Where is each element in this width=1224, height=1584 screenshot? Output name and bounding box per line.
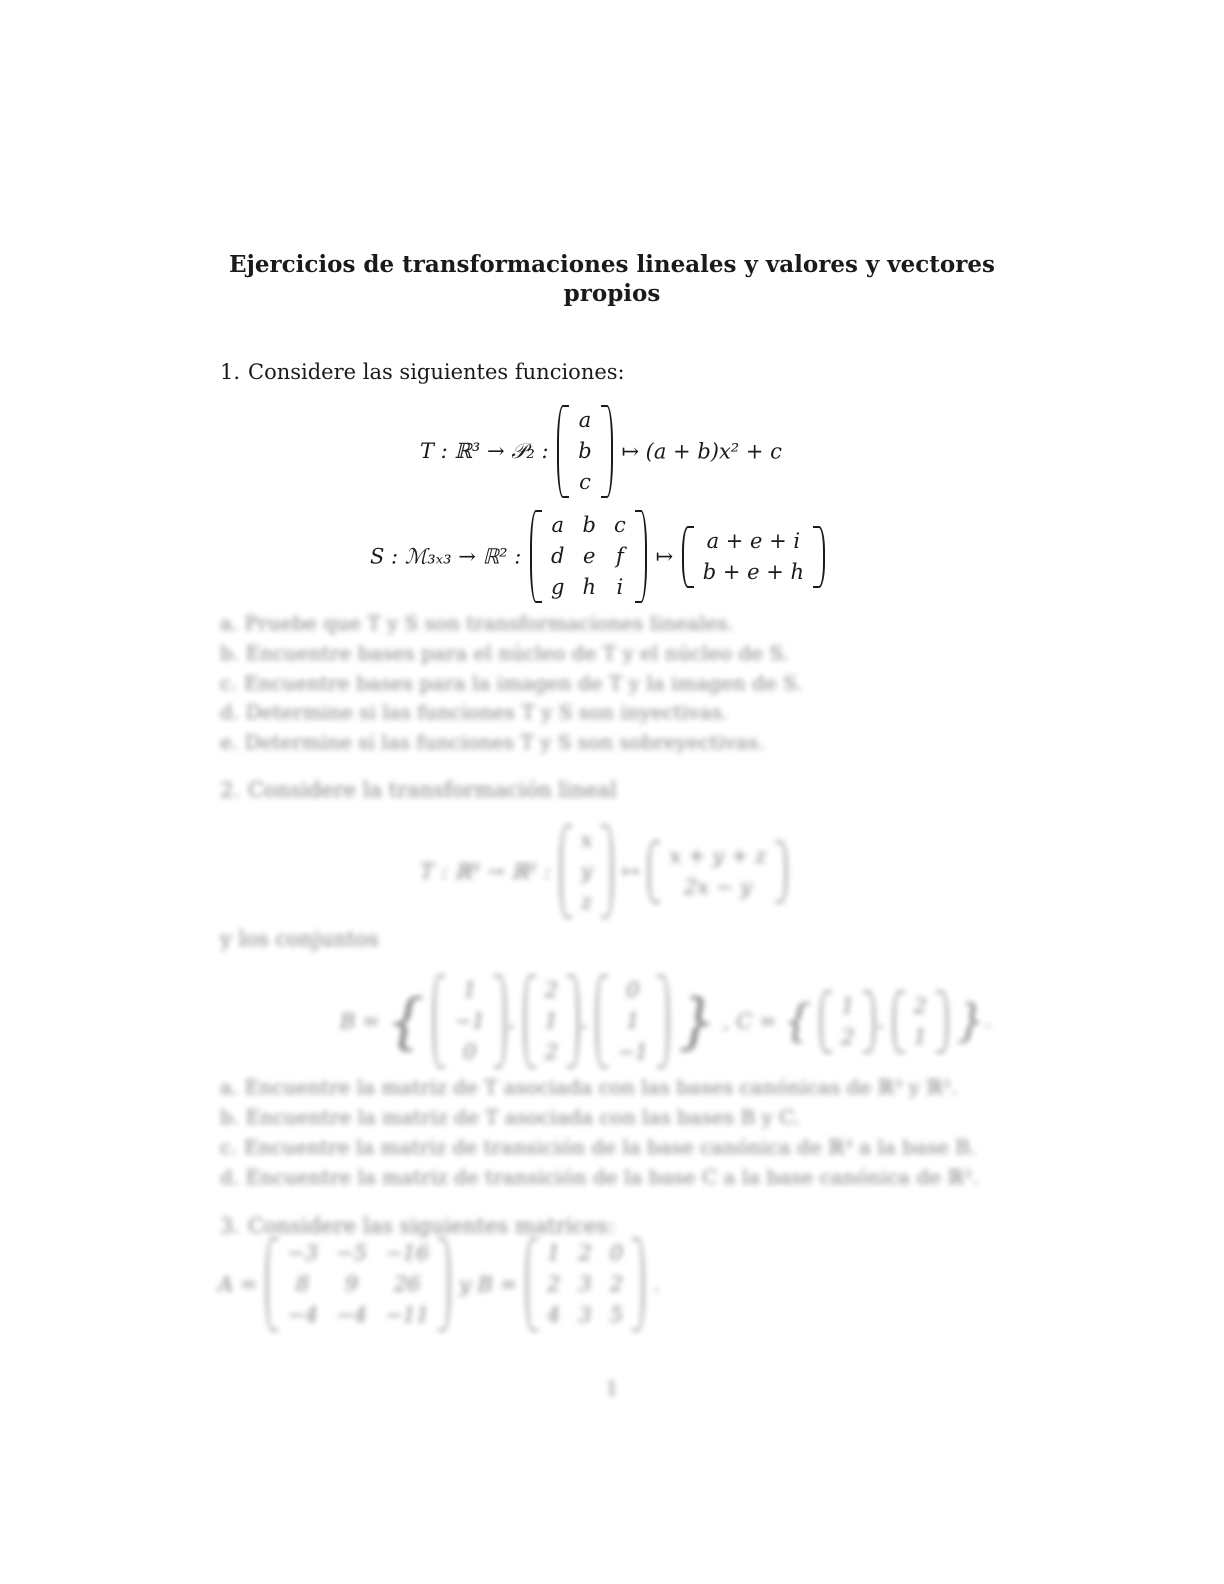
equation-T-rhs: ↦ (a + b)x² + c	[621, 439, 782, 464]
vector-entry: z	[580, 890, 593, 914]
matrix-entry: c	[613, 513, 626, 537]
title-line-1: Ejercicios de transformaciones lineales y valores y vectores	[229, 251, 995, 278]
set-B-label: B =	[340, 1009, 380, 1034]
sets-B-C: B = { 1 −1 0 , 2 1 2 , 0 1 −1 } , C = { 1 2 , 2 1 }.	[340, 975, 991, 1068]
vector-out	[646, 841, 789, 903]
vector-entry: b	[578, 439, 592, 463]
document-title	[200, 250, 1024, 308]
equation-T2: T : ℝ³ → ℝ² : x y z ↦ x + y + z 2x − y	[420, 825, 789, 918]
conjuntos-text: y los conjuntos	[220, 927, 379, 951]
q2-item-a: a. Encuentre la matriz de T asociada con las bases canónicas de ℝ³ y ℝ².	[220, 1075, 958, 1099]
vector-entry: a + e + i	[706, 528, 801, 553]
vector-abc	[555, 405, 614, 498]
vector-entry: x + y + z	[669, 843, 767, 868]
question-2	[220, 776, 617, 804]
question-2-text: Considere la transformación lineal	[248, 778, 617, 802]
q2-item-b: b. Encuentre la matriz de T asociada con las bases B y C.	[220, 1105, 801, 1129]
q2-item-c: c. Encuentre la matriz de transición de la base canónica de ℝ³ a la base B.	[220, 1135, 977, 1159]
vector-entry: c	[579, 470, 591, 494]
vector-entry: b + e + h	[702, 559, 805, 584]
set-C-label: , C =	[722, 1009, 777, 1034]
q1-item-c: c. Encuentre bases para la imagen de T y la imagen de S.	[220, 671, 803, 695]
q1-item-a: a. Pruebe que T y S son transformaciones lineales.	[220, 611, 735, 635]
page-number: 1	[605, 1376, 619, 1400]
vector-entry: a	[578, 408, 592, 432]
q1-item-d: d. Determine si las funciones T y S son inyectivas.	[220, 700, 729, 724]
matrix-entry: d	[551, 544, 565, 568]
equation-T2-lhs: T : ℝ³ → ℝ² :	[420, 859, 551, 884]
vector-xyz	[558, 825, 616, 918]
output-vector	[680, 526, 827, 588]
matrix-B-label: y B =	[459, 1272, 518, 1297]
matrix-entry: g	[551, 575, 565, 599]
matrices-A-B: A = −3 −5 −16 8 9 26 −4 −4 −11 y B = 1 2 0 2 3 2 4 3 5 .	[218, 1238, 660, 1331]
equation-T-lhs: T : ℝ³ → 𝒫₂ :	[420, 439, 549, 463]
q1-item-e: e. Determine si las funciones T y S son sobreyectivas.	[220, 730, 765, 754]
matrix-entry: e	[583, 544, 596, 568]
vector-entry: y	[580, 859, 593, 883]
matrix-B: 1 2 0 2 3 2 4 3 5	[524, 1238, 646, 1331]
question-1-text: Considere las siguientes funciones:	[248, 360, 625, 384]
matrix-entry: f	[615, 544, 624, 568]
vector-entry: x	[580, 828, 593, 852]
matrix-entry: h	[582, 575, 596, 599]
maps-to-arrow: ↦	[655, 544, 674, 569]
equation-T	[420, 405, 782, 498]
matrix-entry: a	[551, 513, 564, 537]
matrix-A: −3 −5 −16 8 9 26 −4 −4 −11	[264, 1238, 452, 1331]
question-3	[220, 1212, 615, 1240]
equation-S-lhs: S : ℳ₃ₓ₃ → ℝ² :	[370, 544, 522, 569]
matrix-A-label: A =	[218, 1272, 258, 1297]
matrix-entry: b	[582, 513, 596, 537]
q1-item-b: b. Encuentre bases para el núcleo de T y el núcleo de S.	[220, 641, 789, 665]
equation-S	[370, 510, 827, 603]
matrix-entry: i	[616, 575, 624, 599]
question-2-number: 2.	[220, 778, 241, 802]
question-3-text: Considere las siguientes matrices:	[248, 1214, 615, 1238]
vector-entry: 2x − y	[683, 874, 752, 899]
q2-item-d: d. Encuentre la matriz de transición de la base C a la base canónica de ℝ².	[220, 1165, 979, 1189]
question-1-number: 1.	[220, 360, 241, 384]
question-1	[220, 358, 625, 386]
question-3-number: 3.	[220, 1214, 241, 1238]
title-line-2: propios	[563, 280, 661, 307]
matrix-3x3	[528, 510, 649, 603]
